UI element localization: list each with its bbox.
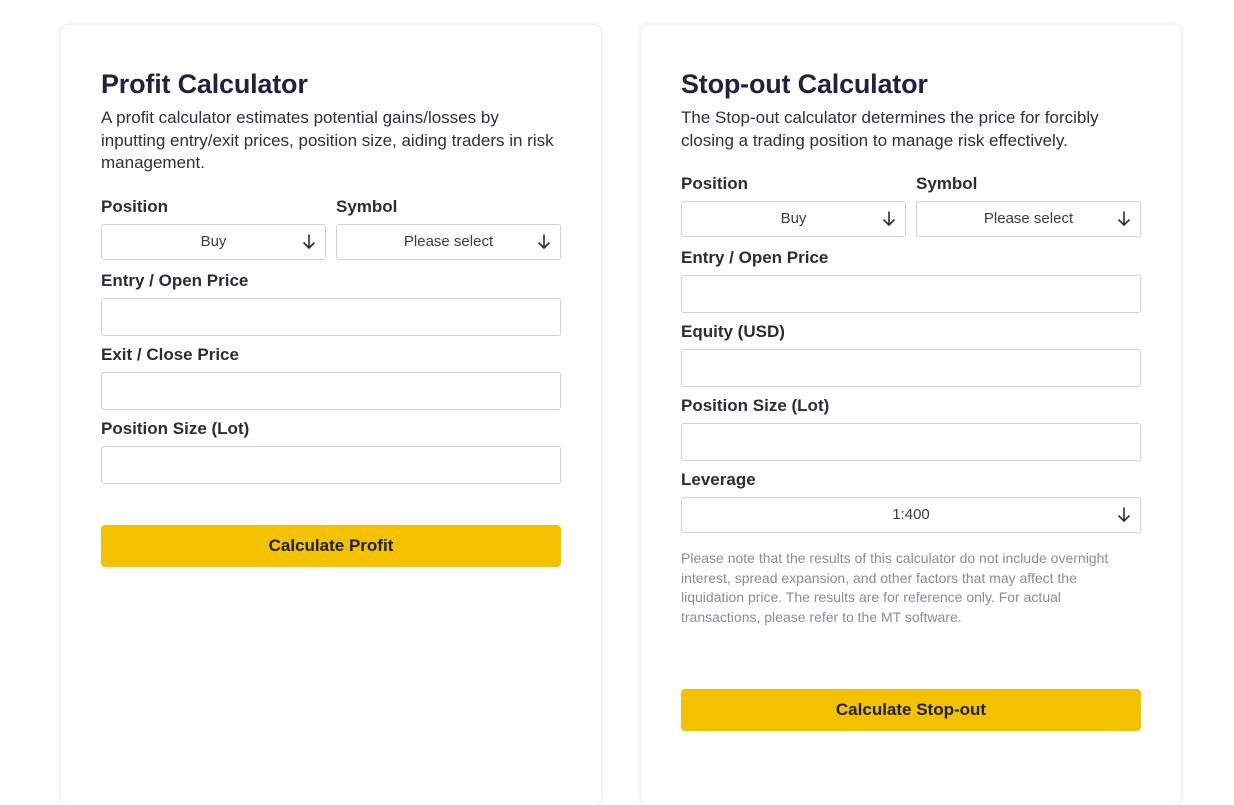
entry-price-input[interactable] xyxy=(681,275,1141,313)
profit-calculator-description: A profit calculator estimates potential gains/losses by inputting entry/exit prices, position size, aiding traders in risk management. xyxy=(101,108,554,172)
calculate-profit-button[interactable]: Calculate Profit xyxy=(101,525,561,567)
symbol-label: Symbol xyxy=(916,174,978,193)
position-label: Position xyxy=(101,197,169,216)
exit-price-input[interactable] xyxy=(101,372,561,410)
leverage-select-value: 1:400 xyxy=(892,506,930,523)
symbol-select[interactable] xyxy=(916,201,1141,237)
position-select[interactable] xyxy=(101,224,326,260)
profit-calculator-title: Profit Calculator xyxy=(101,69,308,99)
entry-price-label: Entry / Open Price xyxy=(681,248,829,267)
entry-price-label: Entry / Open Price xyxy=(101,271,249,290)
arrow-down-icon xyxy=(881,210,897,228)
profit-calculator-card xyxy=(61,25,601,805)
leverage-label: Leverage xyxy=(681,470,756,489)
calculate-stopout-button[interactable]: Calculate Stop-out xyxy=(681,689,1141,731)
position-size-label: Position Size (Lot) xyxy=(101,419,250,438)
position-select-value: Buy xyxy=(780,210,807,227)
symbol-select-value: Please select xyxy=(403,233,494,250)
stopout-calculator-card xyxy=(641,25,1181,805)
equity-label: Equity (USD) xyxy=(681,322,785,341)
position-select[interactable] xyxy=(681,201,906,237)
stopout-calculator-description: The Stop-out calculator determines the price for forcibly closing a trading position to manage risk effectively. xyxy=(681,108,1099,150)
position-select-value: Buy xyxy=(200,233,227,250)
position-label: Position xyxy=(681,174,749,193)
entry-price-input[interactable] xyxy=(101,298,561,336)
symbol-select[interactable] xyxy=(336,224,561,260)
position-size-input[interactable] xyxy=(101,446,561,484)
leverage-select[interactable] xyxy=(681,497,1141,533)
arrow-down-icon xyxy=(1116,506,1132,524)
symbol-select-value: Please select xyxy=(983,210,1074,227)
arrow-down-icon xyxy=(536,233,552,251)
symbol-label: Symbol xyxy=(336,197,398,216)
exit-price-label: Exit / Close Price xyxy=(101,345,239,364)
position-size-label: Position Size (Lot) xyxy=(681,396,830,415)
disclaimer-note: Please note that the results of this calculator do not include overnight interest, spread expansion, and other factors that may affect the liquidation price. The results are for reference only. For actual transactions, please refer to the MT software. xyxy=(681,550,1109,625)
position-size-input[interactable] xyxy=(681,423,1141,461)
stopout-calculator-title: Stop-out Calculator xyxy=(681,69,928,99)
arrow-down-icon xyxy=(301,233,317,251)
arrow-down-icon xyxy=(1116,210,1132,228)
equity-input[interactable] xyxy=(681,349,1141,387)
